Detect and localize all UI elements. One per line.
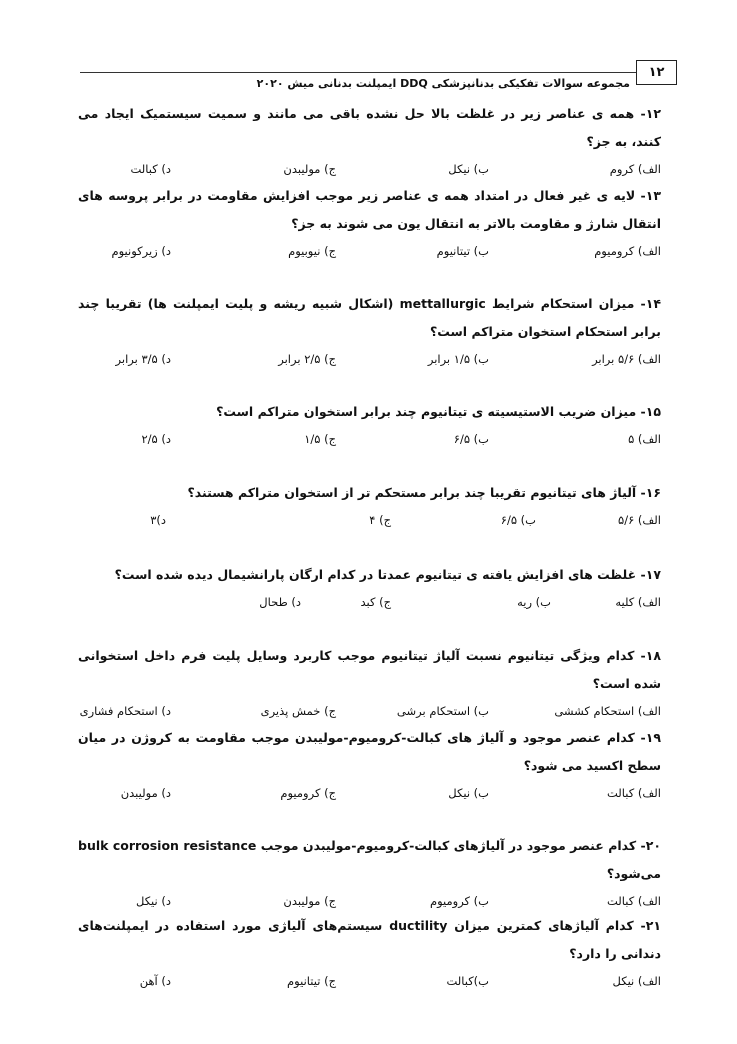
question-20	[78, 832, 661, 914]
question-text: ۱۲- همه ی عناصر زیر در غلظت بالا حل نشده باقی می مانند و سمیت سیستمیک ایجاد می کنند، به جز؟	[78, 106, 661, 149]
question-14	[78, 290, 661, 372]
option-d[interactable]: د) طحال	[259, 595, 301, 609]
question-17	[78, 561, 661, 615]
options-row	[78, 156, 661, 182]
question-text: ۱۵- میزان ضریب الاستیسیته ی تیتانیوم چند برابر استخوان متراکم است؟	[216, 404, 661, 419]
options-row	[78, 346, 661, 372]
question-text: ۱۶- آلیاژ های تیتانیوم تقریبا چند برابر مستحکم تر از استخوان متراکم هستند؟	[187, 485, 661, 500]
option-a[interactable]: الف) استحکام کششی	[554, 704, 661, 718]
options-row	[78, 507, 661, 533]
option-b[interactable]: ب) ۶/۵	[500, 513, 536, 527]
question-text: ۱۹- کدام عنصر موجود و آلیاژ های کبالت-کرومیوم-مولیبدن موجب مقاومت به کروژن در میان سطح اکسید می شود؟	[78, 730, 661, 773]
options-row	[78, 238, 661, 264]
option-b[interactable]: ب) تیتانیوم	[436, 244, 489, 258]
option-b[interactable]: ب) کرومیوم	[429, 894, 489, 908]
option-a[interactable]: الف) کبالت	[607, 894, 661, 908]
option-c[interactable]: ج) ۴	[369, 513, 391, 527]
option-d[interactable]: د) ۳/۵ برابر	[115, 352, 171, 366]
question-16	[78, 479, 661, 533]
option-c[interactable]: ج) کبد	[360, 595, 391, 609]
question-12	[78, 100, 661, 182]
options-row	[78, 698, 661, 724]
option-a[interactable]: الف) کروم	[609, 162, 661, 176]
option-d[interactable]: د) مولیبدن	[120, 786, 171, 800]
question-13	[78, 182, 661, 264]
header-divider	[80, 72, 636, 73]
options-row	[78, 888, 661, 914]
option-b[interactable]: ب) نیکل	[448, 162, 489, 176]
option-d[interactable]: د) زیرکونیوم	[111, 244, 171, 258]
option-d[interactable]: د) آهن	[139, 974, 171, 988]
question-text: ۱۳- لایه ی غیر فعال در امتداد همه ی عناصر زیر موجب افزایش مقاومت در برابر پروسه های انتقال شارژ و مقاومت بالاتر به انتقال یون می شوند به جز؟	[78, 188, 661, 231]
question-text: ۲۰- کدام عنصر موجود در آلیاژهای کبالت-کرومیوم-مولیبدن موجب bulk corrosion resistance می‌شود؟	[78, 838, 661, 881]
question-19	[78, 724, 661, 806]
option-a[interactable]: الف) کلیه	[615, 595, 661, 609]
option-a[interactable]: الف) ۵	[628, 432, 661, 446]
option-c[interactable]: ج) ۲/۵ برابر	[278, 352, 336, 366]
option-c[interactable]: ج) خمش پذیری	[260, 704, 336, 718]
option-a[interactable]: الف) کبالت	[607, 786, 661, 800]
option-c[interactable]: ج) ۱/۵	[304, 432, 336, 446]
option-c[interactable]: ج) نیوبیوم	[288, 244, 336, 258]
question-15	[78, 398, 661, 452]
question-18	[78, 642, 661, 724]
option-b[interactable]: ب) نیکل	[448, 786, 489, 800]
question-text: ۲۱- کدام آلیاژهای کمترین میزان ductility سیستم‌های آلیاژی مورد استفاده در ایمپلنت‌های دندانی را دارد؟	[78, 918, 661, 961]
options-row	[78, 780, 661, 806]
header-title: مجموعه سوالات تفکیکی بدنانپزشکی DDQ ایمپلنت بدنانی میش ۲۰۲۰	[256, 77, 630, 90]
option-b[interactable]: ب) استحکام برشی	[396, 704, 489, 718]
option-b[interactable]: ب) ریه	[517, 595, 551, 609]
option-b[interactable]: ب) ۱/۵ برابر	[427, 352, 489, 366]
option-d[interactable]: د)۳	[150, 513, 166, 527]
option-c[interactable]: ج) کرومیوم	[280, 786, 336, 800]
option-c[interactable]: ج) مولیبدن	[283, 162, 336, 176]
page-number: ۱۲	[636, 60, 677, 85]
question-text: ۱۸- کدام ویژگی تیتانیوم نسبت آلیاژ تیتانیوم موجب کاربرد وسایل پلیت فرم داخل استخوانی شده است؟	[78, 648, 661, 691]
options-row	[78, 968, 661, 994]
option-d[interactable]: د) کبالت	[130, 162, 171, 176]
options-row	[78, 426, 661, 452]
options-row	[78, 589, 661, 615]
option-d[interactable]: د) نیکل	[136, 894, 171, 908]
question-text: ۱۷- غلظت های افزایش یافته ی تیتانیوم عمدتا در کدام ارگان پارانشیمال دیده شده است؟	[114, 567, 661, 582]
option-c[interactable]: ج) تیتانیوم	[287, 974, 336, 988]
option-a[interactable]: الف) نیکل	[612, 974, 661, 988]
option-a[interactable]: الف) کرومیوم	[594, 244, 661, 258]
option-a[interactable]: الف) ۵/۶ برابر	[592, 352, 661, 366]
option-a[interactable]: الف) ۵/۶	[618, 513, 661, 527]
question-21	[78, 912, 661, 994]
option-c[interactable]: ج) مولیبدن	[283, 894, 336, 908]
question-text: ۱۴- میزان استحکام شرایط mettallurgic (اشکال شبیه ریشه و پلیت ایمپلنت ها) تقریبا چند برابر استحکام استخوان متراکم است؟	[78, 296, 661, 339]
option-d[interactable]: د) ۲/۵	[141, 432, 171, 446]
option-b[interactable]: ب)کبالت	[446, 974, 489, 988]
option-d[interactable]: د) استحکام فشاری	[79, 704, 171, 718]
option-b[interactable]: ب) ۶/۵	[453, 432, 489, 446]
